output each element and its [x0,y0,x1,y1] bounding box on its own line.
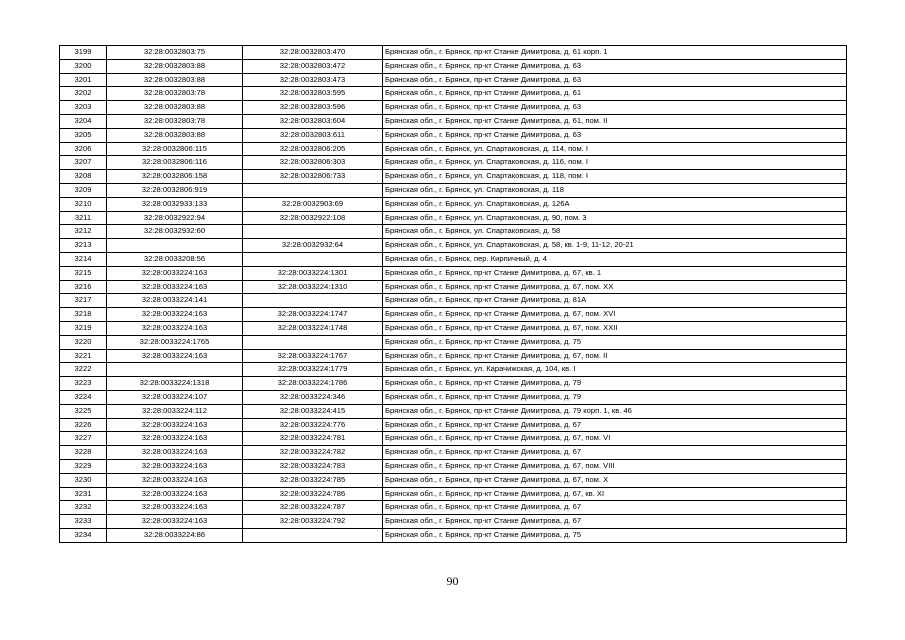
land-plot-cadastral-number-cell: 32:28:0033224:163 [107,501,243,515]
table-row [60,459,847,473]
row-number-cell: 3200 [60,59,107,73]
land-plot-cadastral-number-cell: 32:28:0032806:115 [107,142,243,156]
table-row [60,73,847,87]
address-cell: Брянская обл., г. Брянск, ул. Спартаковская, д. 114, пом. I [383,142,847,156]
table-row [60,404,847,418]
address-cell: Брянская обл., г. Брянск, пр-кт Станке Димитрова, д. 63 [383,73,847,87]
land-plot-cadastral-number-cell: 32:28:0032806:919 [107,183,243,197]
row-number-cell: 3202 [60,87,107,101]
building-cadastral-number-cell: 32:28:0033224:786 [243,487,383,501]
land-plot-cadastral-number-cell: 32:28:0032803:88 [107,59,243,73]
building-cadastral-number-cell [243,335,383,349]
table-row [60,432,847,446]
land-plot-cadastral-number-cell: 32:28:0033224:163 [107,487,243,501]
table-row [60,280,847,294]
row-number-cell: 3226 [60,418,107,432]
address-cell: Брянская обл., г. Брянск, пр-кт Станке Димитрова, д. 79 корп. 1, кв. 46 [383,404,847,418]
land-plot-cadastral-number-cell: 32:28:0032806:158 [107,170,243,184]
building-cadastral-number-cell: 32:28:0033224:1747 [243,308,383,322]
table-row [60,59,847,73]
table-row [60,183,847,197]
building-cadastral-number-cell: 32:28:0032803:611 [243,128,383,142]
row-number-cell: 3232 [60,501,107,515]
table-row [60,487,847,501]
row-number-cell: 3204 [60,114,107,128]
building-cadastral-number-cell [243,183,383,197]
address-cell: Брянская обл., г. Брянск, пр-кт Станке Димитрова, д. 61 корп. 1 [383,46,847,60]
land-plot-cadastral-number-cell: 32:28:0032932:60 [107,225,243,239]
land-plot-cadastral-number-cell: 32:28:0033224:163 [107,459,243,473]
table-row [60,349,847,363]
address-cell: Брянская обл., г. Брянск, ул. Спартаковская, д. 58 [383,225,847,239]
building-cadastral-number-cell: 32:28:0032803:596 [243,101,383,115]
building-cadastral-number-cell: 32:28:0032803:604 [243,114,383,128]
row-number-cell: 3206 [60,142,107,156]
row-number-cell: 3209 [60,183,107,197]
table-row [60,46,847,60]
building-cadastral-number-cell: 32:28:0033224:1301 [243,266,383,280]
row-number-cell: 3222 [60,363,107,377]
land-plot-cadastral-number-cell: 32:28:0033224:163 [107,418,243,432]
building-cadastral-number-cell: 32:28:0032806:205 [243,142,383,156]
table-row [60,225,847,239]
table-row [60,197,847,211]
land-plot-cadastral-number-cell: 32:28:0033224:112 [107,404,243,418]
table-row [60,308,847,322]
address-cell: Брянская обл., г. Брянск, пр-кт Станке Димитрова, д. 63 [383,101,847,115]
building-cadastral-number-cell: 32:28:0033224:787 [243,501,383,515]
building-cadastral-number-cell [243,252,383,266]
row-number-cell: 3219 [60,321,107,335]
address-cell: Брянская обл., г. Брянск, пр-кт Станке Димитрова, д. 67 [383,515,847,529]
address-cell: Брянская обл., г. Брянск, ул. Спартаковская, д. 118 [383,183,847,197]
address-cell: Брянская обл., г. Брянск, пр-кт Станке Димитрова, д. 81А [383,294,847,308]
table-row [60,266,847,280]
address-cell: Брянская обл., г. Брянск, ул. Спартаковская, д. 90, пом. 3 [383,211,847,225]
row-number-cell: 3208 [60,170,107,184]
land-plot-cadastral-number-cell: 32:28:0032933:133 [107,197,243,211]
land-plot-cadastral-number-cell: 32:28:0033224:163 [107,515,243,529]
address-cell: Брянская обл., г. Брянск, пр-кт Станке Димитрова, д. 67, пом. VI [383,432,847,446]
address-cell: Брянская обл., г. Брянск, пр-кт Станке Димитрова, д. 75 [383,528,847,542]
row-number-cell: 3221 [60,349,107,363]
land-plot-cadastral-number-cell: 32:28:0033224:163 [107,473,243,487]
land-plot-cadastral-number-cell [107,363,243,377]
address-cell: Брянская обл., г. Брянск, пр-кт Станке Димитрова, д. 67 [383,446,847,460]
table-row [60,294,847,308]
land-plot-cadastral-number-cell: 32:28:0033224:163 [107,432,243,446]
table-row [60,170,847,184]
row-number-cell: 3205 [60,128,107,142]
address-cell: Брянская обл., г. Брянск, ул. Карачижская, д. 104, кв. I [383,363,847,377]
table-row [60,114,847,128]
row-number-cell: 3203 [60,101,107,115]
address-cell: Брянская обл., г. Брянск, пр-кт Станке Димитрова, д. 67, пом. XXII [383,321,847,335]
land-plot-cadastral-number-cell: 32:28:0033224:163 [107,321,243,335]
address-cell: Брянская обл., г. Брянск, ул. Спартаковская, д. 58, кв. 1-9, 11-12, 20-21 [383,239,847,253]
building-cadastral-number-cell: 32:28:0032803:473 [243,73,383,87]
building-cadastral-number-cell: 32:28:0032803:470 [243,46,383,60]
land-plot-cadastral-number-cell: 32:28:0033224:1318 [107,377,243,391]
building-cadastral-number-cell: 32:28:0032932:64 [243,239,383,253]
address-cell: Брянская обл., г. Брянск, пр-кт Станке Димитрова, д. 63 [383,128,847,142]
registry-table [59,45,847,543]
row-number-cell: 3220 [60,335,107,349]
address-cell: Брянская обл., г. Брянск, ул. Спартаковская, д. 118, пом. I [383,170,847,184]
address-cell: Брянская обл., г. Брянск, пр-кт Станке Димитрова, д. 79 [383,377,847,391]
row-number-cell: 3201 [60,73,107,87]
building-cadastral-number-cell [243,294,383,308]
row-number-cell: 3199 [60,46,107,60]
building-cadastral-number-cell: 32:28:0033224:415 [243,404,383,418]
land-plot-cadastral-number-cell: 32:28:0032803:75 [107,46,243,60]
land-plot-cadastral-number-cell: 32:28:0033224:163 [107,349,243,363]
building-cadastral-number-cell: 32:28:0033224:1786 [243,377,383,391]
row-number-cell: 3217 [60,294,107,308]
building-cadastral-number-cell: 32:28:0033224:782 [243,446,383,460]
registry-table-body [60,46,847,543]
land-plot-cadastral-number-cell: 32:28:0033224:141 [107,294,243,308]
building-cadastral-number-cell [243,225,383,239]
building-cadastral-number-cell: 32:28:0033224:792 [243,515,383,529]
table-row [60,377,847,391]
address-cell: Брянская обл., г. Брянск, пр-кт Станке Димитрова, д. 79 [383,390,847,404]
address-cell: Брянская обл., г. Брянск, пр-кт Станке Димитрова, д. 67 [383,418,847,432]
row-number-cell: 3229 [60,459,107,473]
address-cell: Брянская обл., г. Брянск, пр-кт Станке Димитрова, д. 67, кв. 1 [383,266,847,280]
row-number-cell: 3207 [60,156,107,170]
land-plot-cadastral-number-cell: 32:28:0033224:163 [107,266,243,280]
land-plot-cadastral-number-cell: 32:28:0032803:88 [107,73,243,87]
building-cadastral-number-cell: 32:28:0033224:776 [243,418,383,432]
row-number-cell: 3215 [60,266,107,280]
row-number-cell: 3230 [60,473,107,487]
address-cell: Брянская обл., г. Брянск, пр-кт Станке Димитрова, д. 67, пом. II [383,349,847,363]
address-cell: Брянская обл., г. Брянск, пр-кт Станке Димитрова, д. 67 [383,501,847,515]
land-plot-cadastral-number-cell: 32:28:0032803:88 [107,128,243,142]
land-plot-cadastral-number-cell: 32:28:0032803:78 [107,87,243,101]
land-plot-cadastral-number-cell: 32:28:0033224:163 [107,446,243,460]
address-cell: Брянская обл., г. Брянск, пр-кт Станке Димитрова, д. 61 [383,87,847,101]
row-number-cell: 3216 [60,280,107,294]
table-row [60,128,847,142]
land-plot-cadastral-number-cell: 32:28:0032803:88 [107,101,243,115]
building-cadastral-number-cell: 32:28:0032806:733 [243,170,383,184]
table-row [60,501,847,515]
table-row [60,390,847,404]
row-number-cell: 3213 [60,239,107,253]
address-cell: Брянская обл., г. Брянск, ул. Спартаковская, д. 126А [383,197,847,211]
building-cadastral-number-cell: 32:28:0033224:1310 [243,280,383,294]
land-plot-cadastral-number-cell: 32:28:0033208:56 [107,252,243,266]
land-plot-cadastral-number-cell: 32:28:0033224:163 [107,308,243,322]
table-row [60,335,847,349]
page-number: 90 [446,574,459,588]
address-cell: Брянская обл., г. Брянск, пр-кт Станке Димитрова, д. 67, кв. XI [383,487,847,501]
building-cadastral-number-cell: 32:28:0032803:595 [243,87,383,101]
table-row [60,239,847,253]
building-cadastral-number-cell: 32:28:0033224:783 [243,459,383,473]
row-number-cell: 3211 [60,211,107,225]
address-cell: Брянская обл., г. Брянск, пр-кт Станке Димитрова, д. 67, пом. XX [383,280,847,294]
table-row [60,156,847,170]
row-number-cell: 3227 [60,432,107,446]
table-row [60,87,847,101]
table-row [60,363,847,377]
table-row [60,211,847,225]
land-plot-cadastral-number-cell: 32:28:0033224:107 [107,390,243,404]
building-cadastral-number-cell: 32:28:0033224:1779 [243,363,383,377]
table-row [60,473,847,487]
table-row [60,446,847,460]
land-plot-cadastral-number-cell: 32:28:0033224:1765 [107,335,243,349]
table-row [60,528,847,542]
row-number-cell: 3212 [60,225,107,239]
address-cell: Брянская обл., г. Брянск, пр-кт Станке Димитрова, д. 63 [383,59,847,73]
row-number-cell: 3214 [60,252,107,266]
row-number-cell: 3218 [60,308,107,322]
address-cell: Брянская обл., г. Брянск, пр-кт Станке Димитрова, д. 75 [383,335,847,349]
table-row [60,101,847,115]
address-cell: Брянская обл., г. Брянск, пр-кт Станке Димитрова, д. 67, пом. X [383,473,847,487]
address-cell: Брянская обл., г. Брянск, пр-кт Станке Димитрова, д. 61, пом. II [383,114,847,128]
land-plot-cadastral-number-cell: 32:28:0032803:78 [107,114,243,128]
building-cadastral-number-cell: 32:28:0033224:346 [243,390,383,404]
address-cell: Брянская обл., г. Брянск, ул. Спартаковская, д. 116, пом. I [383,156,847,170]
building-cadastral-number-cell: 32:28:0032803:472 [243,59,383,73]
row-number-cell: 3234 [60,528,107,542]
row-number-cell: 3210 [60,197,107,211]
land-plot-cadastral-number-cell: 32:28:0032922:94 [107,211,243,225]
address-cell: Брянская обл., г. Брянск, пер. Кирпичный, д. 4 [383,252,847,266]
row-number-cell: 3231 [60,487,107,501]
building-cadastral-number-cell: 32:28:0033224:785 [243,473,383,487]
land-plot-cadastral-number-cell: 32:28:0032806:116 [107,156,243,170]
table-row [60,252,847,266]
table-row [60,418,847,432]
building-cadastral-number-cell: 32:28:0033224:1767 [243,349,383,363]
building-cadastral-number-cell: 32:28:0033224:1748 [243,321,383,335]
address-cell: Брянская обл., г. Брянск, пр-кт Станке Димитрова, д. 67, пом. XVI [383,308,847,322]
address-cell: Брянская обл., г. Брянск, пр-кт Станке Димитрова, д. 67, пом. VIII [383,459,847,473]
land-plot-cadastral-number-cell: 32:28:0033224:163 [107,280,243,294]
table-row [60,321,847,335]
row-number-cell: 3228 [60,446,107,460]
table-row [60,142,847,156]
row-number-cell: 3223 [60,377,107,391]
building-cadastral-number-cell: 32:28:0032903:69 [243,197,383,211]
row-number-cell: 3225 [60,404,107,418]
building-cadastral-number-cell: 32:28:0032922:108 [243,211,383,225]
row-number-cell: 3224 [60,390,107,404]
building-cadastral-number-cell: 32:28:0033224:781 [243,432,383,446]
building-cadastral-number-cell: 32:28:0032806:303 [243,156,383,170]
table-row [60,515,847,529]
row-number-cell: 3233 [60,515,107,529]
land-plot-cadastral-number-cell [107,239,243,253]
land-plot-cadastral-number-cell: 32:28:0033224:86 [107,528,243,542]
building-cadastral-number-cell [243,528,383,542]
